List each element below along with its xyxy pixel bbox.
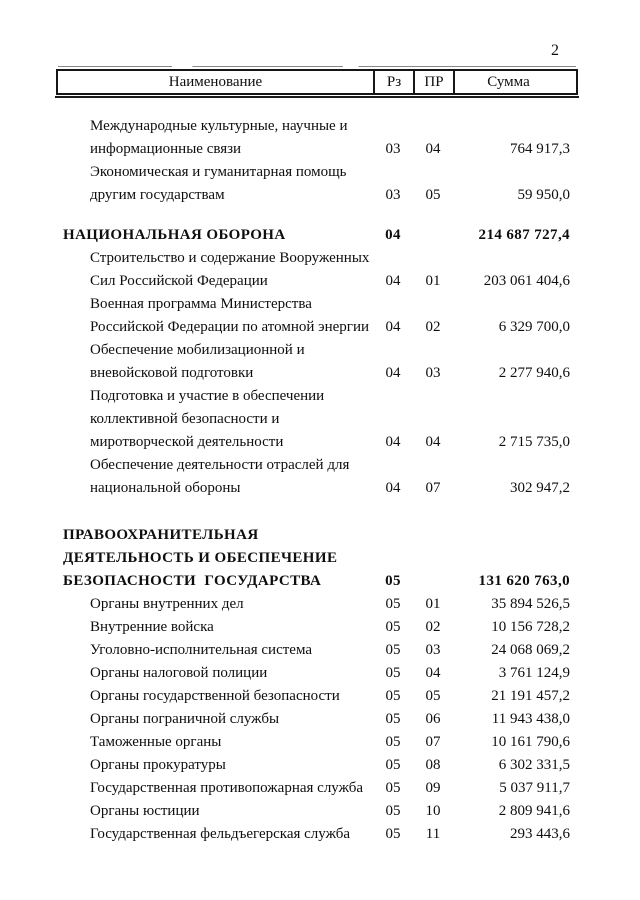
row-sum: 3 761 124,9 xyxy=(498,665,570,681)
row-sum: 6 329 700,0 xyxy=(498,319,570,335)
col-header-rz: Рз xyxy=(375,71,415,93)
row-sum: 203 061 404,6 xyxy=(483,273,570,289)
row-rz-code: 04 xyxy=(385,319,401,335)
row-pr-code xyxy=(413,339,453,362)
row-name: Военная программа Министерства xyxy=(90,296,312,312)
table-row xyxy=(56,708,578,731)
row-rz-code: 04 xyxy=(385,434,401,450)
table-row xyxy=(56,161,578,184)
row-name: НАЦИОНАЛЬНАЯ ОБОРОНА xyxy=(63,227,286,243)
row-rz-code: 05 xyxy=(385,573,401,589)
row-rz-code: 05 xyxy=(385,757,401,773)
row-sum: 24 068 069,2 xyxy=(491,642,570,658)
table-row xyxy=(56,454,578,477)
row-pr-code: 02 xyxy=(425,319,441,335)
row-sum xyxy=(453,524,578,547)
row-sum xyxy=(453,547,578,570)
row-rz-code: 03 xyxy=(385,187,401,203)
row-pr-code: 04 xyxy=(425,434,441,450)
row-sum xyxy=(453,115,578,138)
table-row xyxy=(56,685,578,708)
row-pr-code: 06 xyxy=(425,711,441,727)
row-pr-code xyxy=(413,293,453,316)
row-name: Внутренние войска xyxy=(90,619,214,635)
row-pr-code: 07 xyxy=(425,734,441,750)
row-rz-code xyxy=(373,115,413,138)
table-row xyxy=(56,616,578,639)
row-rz-code: 04 xyxy=(385,273,401,289)
row-sum: 302 947,2 xyxy=(510,480,570,496)
row-name: Подготовка и участие в обеспечении xyxy=(90,388,325,404)
row-name: миротворческой деятельности xyxy=(90,434,284,450)
table-row xyxy=(56,477,578,500)
row-pr-code: 04 xyxy=(425,141,441,157)
row-name: Органы внутренних дел xyxy=(90,596,244,612)
row-pr-code: 01 xyxy=(425,273,441,289)
row-pr-code xyxy=(413,115,453,138)
row-name: Органы государственной безопасности xyxy=(90,688,340,704)
row-sum: 131 620 763,0 xyxy=(478,573,570,589)
row-pr-code xyxy=(413,547,453,570)
row-pr-code: 01 xyxy=(425,596,441,612)
row-name: Таможенные органы xyxy=(90,734,222,750)
row-name: Экономическая и гуманитарная помощь xyxy=(90,164,347,180)
table-row xyxy=(56,115,578,138)
row-name: Органы прокуратуры xyxy=(90,757,226,773)
row-rz-code: 03 xyxy=(385,141,401,157)
row-name: Обеспечение деятельности отраслей для xyxy=(90,457,350,473)
row-rz-code: 05 xyxy=(385,688,401,704)
row-pr-code: 11 xyxy=(425,826,441,842)
table-row xyxy=(56,247,578,270)
row-rz-code xyxy=(373,454,413,477)
row-sum xyxy=(453,161,578,184)
table-row xyxy=(56,339,578,362)
row-pr-code: 05 xyxy=(425,187,441,203)
row-name: Органы налоговой полиции xyxy=(90,665,268,681)
row-sum: 6 302 331,5 xyxy=(498,757,570,773)
row-name: ДЕЯТЕЛЬНОСТЬ И ОБЕСПЕЧЕНИЕ xyxy=(63,550,338,566)
row-spacer xyxy=(56,500,578,524)
row-rz-code xyxy=(373,524,413,547)
row-sum xyxy=(453,454,578,477)
table-row xyxy=(56,362,578,385)
row-pr-code: 08 xyxy=(425,757,441,773)
row-name: БЕЗОПАСНОСТИ ГОСУДАРСТВА xyxy=(63,573,322,589)
row-name: Уголовно-исполнительная система xyxy=(90,642,313,658)
row-name: Строительство и содержание Вооруженных xyxy=(90,250,370,266)
row-pr-code: 05 xyxy=(425,688,441,704)
row-sum xyxy=(453,339,578,362)
row-sum: 10 161 790,6 xyxy=(491,734,570,750)
col-header-pr: ПР xyxy=(415,71,455,93)
row-pr-code: 07 xyxy=(425,480,441,496)
row-sum: 5 037 911,7 xyxy=(499,780,570,796)
row-pr-code xyxy=(413,408,453,431)
table-row xyxy=(56,800,578,823)
table-row xyxy=(56,731,578,754)
header-scan-line-bottom xyxy=(55,96,579,98)
row-sum: 214 687 727,4 xyxy=(478,227,570,243)
table-row xyxy=(56,593,578,616)
table-body xyxy=(56,115,578,846)
col-header-sum: Сумма xyxy=(487,73,530,90)
table-row xyxy=(56,639,578,662)
row-rz-code: 05 xyxy=(385,596,401,612)
col-header-name: Наименование xyxy=(58,71,375,93)
table-row xyxy=(56,408,578,431)
row-name: Сил Российской Федерации xyxy=(90,273,268,289)
table-row xyxy=(56,823,578,846)
row-pr-code: 04 xyxy=(425,665,441,681)
row-name: национальной обороны xyxy=(90,480,241,496)
row-rz-code xyxy=(373,385,413,408)
row-pr-code: 02 xyxy=(425,619,441,635)
table-row xyxy=(56,138,578,161)
row-pr-code: 03 xyxy=(425,642,441,658)
row-sum: 293 443,6 xyxy=(510,826,570,842)
row-name: коллективной безопасности и xyxy=(90,411,280,427)
row-rz-code xyxy=(373,339,413,362)
table-row xyxy=(56,293,578,316)
table-row xyxy=(56,224,578,247)
row-sum xyxy=(453,385,578,408)
row-name: информационные связи xyxy=(90,141,242,157)
row-rz-code: 05 xyxy=(385,619,401,635)
row-sum: 59 950,0 xyxy=(517,187,570,203)
table-header-row xyxy=(56,69,578,95)
row-name: Государственная противопожарная служба xyxy=(90,780,364,796)
table-row xyxy=(56,547,578,570)
row-rz-code: 05 xyxy=(385,665,401,681)
row-sum: 2 277 940,6 xyxy=(498,365,570,381)
row-rz-code xyxy=(373,161,413,184)
table-row xyxy=(56,431,578,454)
table-row xyxy=(56,570,578,593)
table-row xyxy=(56,777,578,800)
table-row xyxy=(56,184,578,207)
row-sum: 764 917,3 xyxy=(510,141,570,157)
row-name: вневойсковой подготовки xyxy=(90,365,254,381)
row-pr-code xyxy=(413,385,453,408)
row-rz-code: 05 xyxy=(385,711,401,727)
table-row xyxy=(56,270,578,293)
table-row xyxy=(56,316,578,339)
row-sum: 2 715 735,0 xyxy=(498,434,570,450)
row-rz-code xyxy=(373,547,413,570)
row-sum xyxy=(453,408,578,431)
row-pr-code xyxy=(413,454,453,477)
table-row xyxy=(56,385,578,408)
row-sum: 2 809 941,6 xyxy=(498,803,570,819)
row-rz-code xyxy=(373,408,413,431)
table-row xyxy=(56,524,578,547)
row-rz-code xyxy=(373,247,413,270)
row-pr-code xyxy=(413,224,453,247)
row-rz-code xyxy=(373,293,413,316)
row-sum xyxy=(453,293,578,316)
header-scan-line-top xyxy=(58,66,576,67)
row-sum xyxy=(453,247,578,270)
row-sum: 35 894 526,5 xyxy=(491,596,570,612)
row-sum: 11 943 438,0 xyxy=(491,711,570,727)
row-rz-code: 05 xyxy=(385,734,401,750)
row-name: Международные культурные, научные и xyxy=(90,118,348,134)
row-rz-code: 05 xyxy=(385,780,401,796)
row-spacer xyxy=(56,207,578,224)
row-name: Государственная фельдъегерская служба xyxy=(90,826,351,842)
row-rz-code: 04 xyxy=(385,365,401,381)
row-pr-code xyxy=(413,524,453,547)
row-sum: 10 156 728,2 xyxy=(491,619,570,635)
page-number: 2 xyxy=(551,42,559,59)
row-name: Обеспечение мобилизационной и xyxy=(90,342,305,358)
row-name: другим государствам xyxy=(90,187,225,203)
row-name: Органы юстиции xyxy=(90,803,200,819)
row-name: ПРАВООХРАНИТЕЛЬНАЯ xyxy=(63,527,259,543)
row-rz-code: 04 xyxy=(385,480,401,496)
row-name: Российской Федерации по атомной энергии xyxy=(90,319,370,335)
row-rz-code: 05 xyxy=(385,826,401,842)
row-pr-code: 10 xyxy=(425,803,441,819)
row-rz-code: 05 xyxy=(385,803,401,819)
table-row xyxy=(56,662,578,685)
row-pr-code: 09 xyxy=(425,780,441,796)
row-sum: 21 191 457,2 xyxy=(491,688,570,704)
row-pr-code xyxy=(413,161,453,184)
row-pr-code xyxy=(413,570,453,593)
row-name: Органы пограничной службы xyxy=(90,711,280,727)
table-row xyxy=(56,754,578,777)
row-rz-code: 05 xyxy=(385,642,401,658)
row-pr-code xyxy=(413,247,453,270)
row-rz-code: 04 xyxy=(385,227,401,243)
row-pr-code: 03 xyxy=(425,365,441,381)
